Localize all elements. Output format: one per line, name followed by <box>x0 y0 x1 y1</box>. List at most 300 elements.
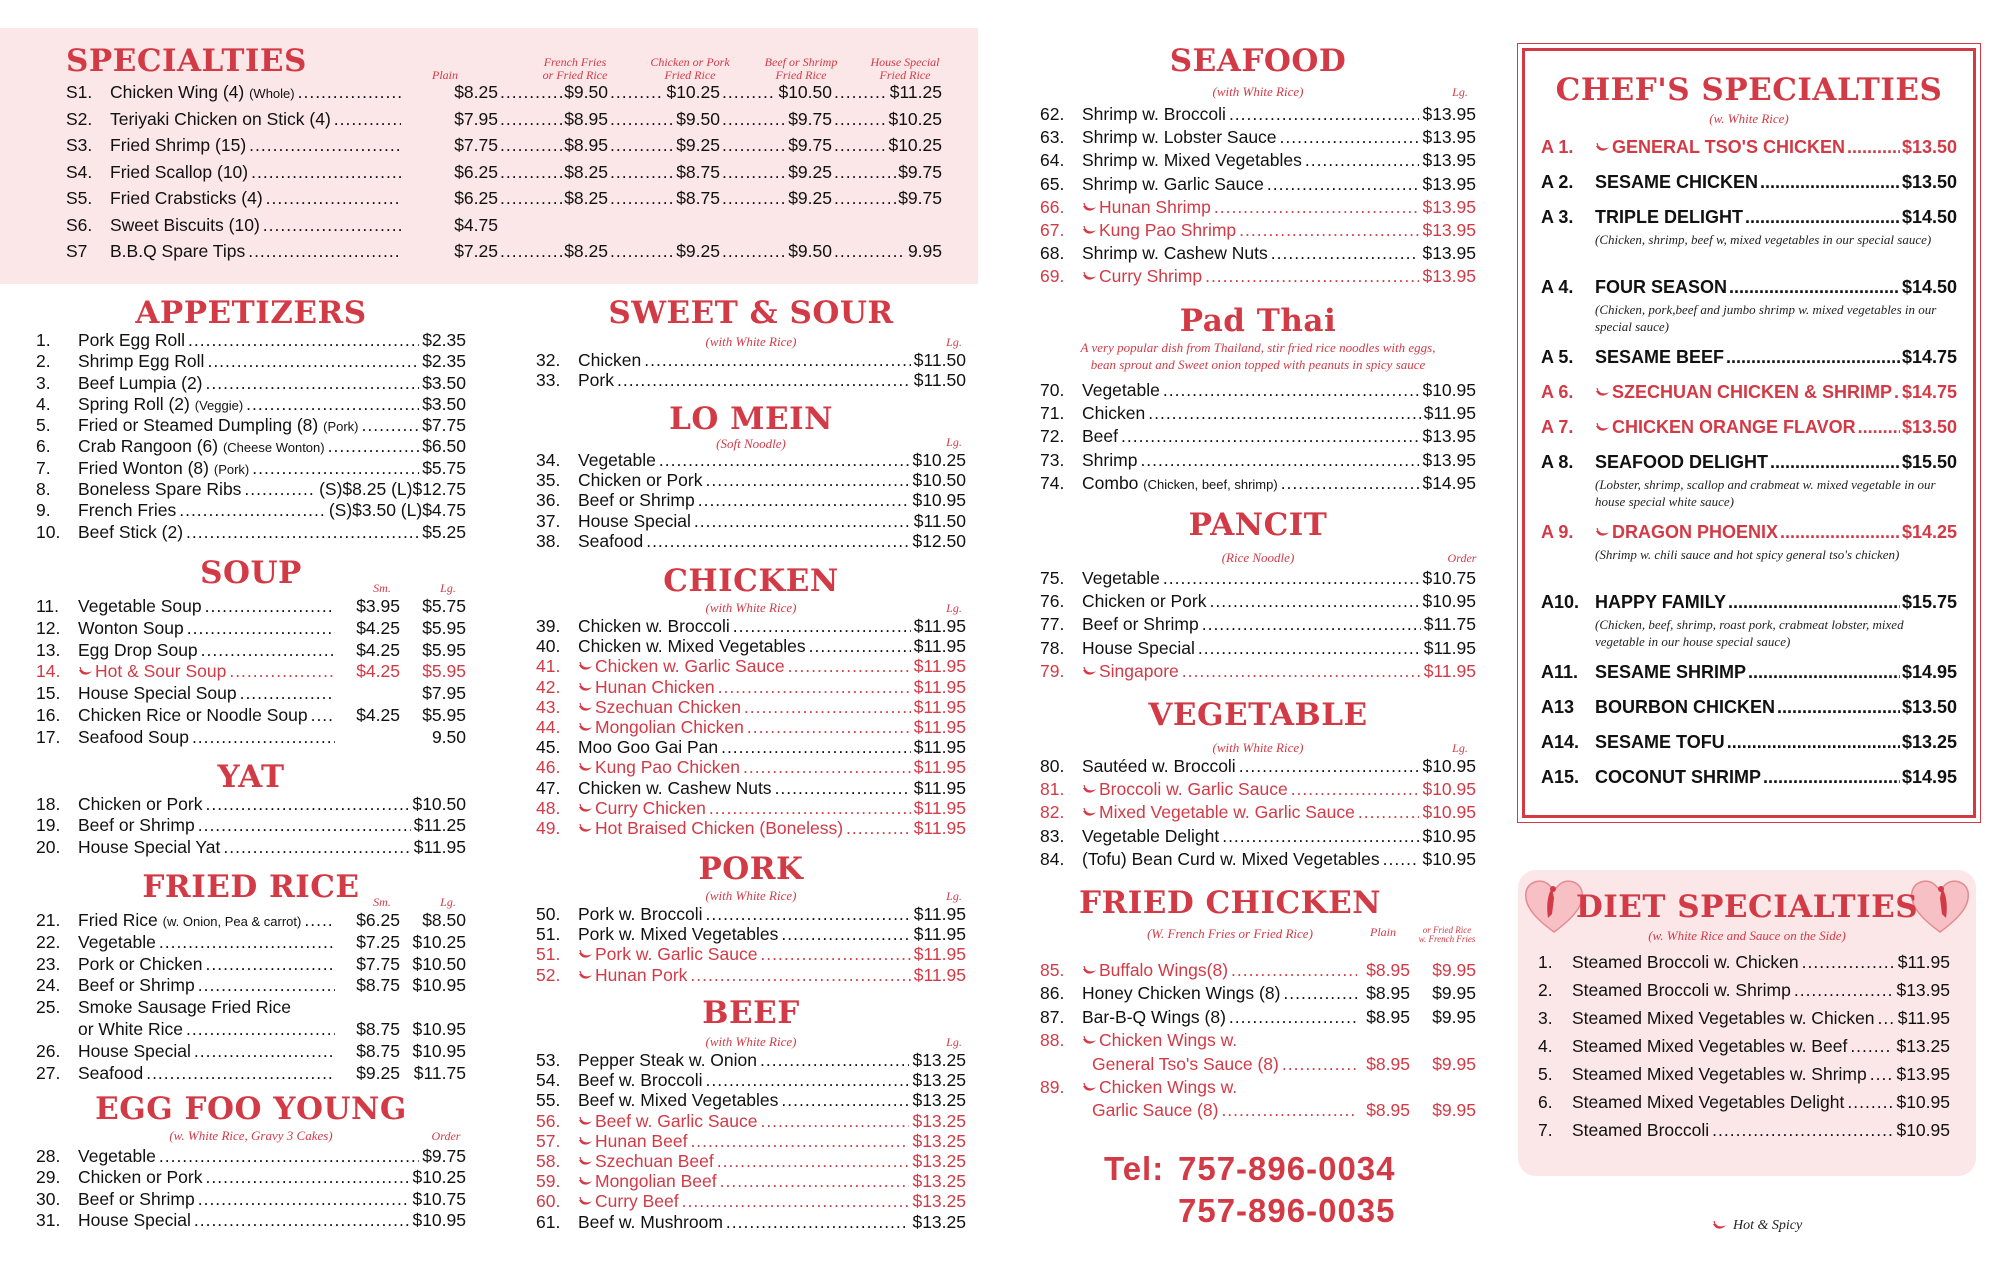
dot-leader <box>198 815 411 834</box>
item-name-text: Steamed Mixed Vegetables w. Shrimp <box>1572 1064 1867 1084</box>
seafood-subtitle: (with White Rice) <box>1212 84 1304 99</box>
dot-leader <box>788 656 911 675</box>
menu-item <box>36 1019 466 1041</box>
item-price: $13.50 <box>1901 697 1957 717</box>
menu-item <box>1040 174 1476 197</box>
diet-specialties-box <box>1518 870 1976 1176</box>
hot-spicy-icon <box>1082 272 1097 282</box>
dot-leader <box>500 82 562 101</box>
item-name <box>110 241 245 262</box>
dot-leader <box>1847 137 1900 157</box>
appetizers-list <box>36 330 466 543</box>
fried-rice-list <box>36 910 466 1084</box>
menu-item <box>536 636 966 656</box>
dot-leader <box>207 351 419 370</box>
item-price-2: $9.95 <box>1432 960 1476 980</box>
item-name-text: Chicken or Pork <box>78 794 203 814</box>
item-number: 4. <box>1538 1036 1553 1056</box>
item-number: A14. <box>1541 732 1580 752</box>
item-name-text: Steamed Mixed Vegetables w. Beef <box>1572 1036 1848 1056</box>
dot-leader <box>1210 591 1420 610</box>
item-name <box>1082 779 1288 800</box>
price-cell <box>404 241 498 262</box>
dot-leader <box>610 241 674 260</box>
item-name <box>78 522 183 543</box>
item-price: $10.75 <box>412 1188 466 1209</box>
item-number: S5. <box>66 188 93 208</box>
dot-leader <box>1760 172 1900 192</box>
item-price: $13.95 <box>1896 980 1950 1000</box>
dot-leader <box>186 1019 335 1038</box>
item-price: $2.35 <box>422 351 466 372</box>
item-name-text: Mongolian Chicken <box>595 716 744 737</box>
item-price: $11.95 <box>913 924 966 945</box>
item-name <box>578 1212 723 1233</box>
item-number: A11. <box>1541 662 1579 682</box>
dot-leader <box>720 1171 910 1190</box>
menu-item <box>36 373 466 394</box>
dot-leader <box>721 737 911 756</box>
item-name-text: Broccoli w. Garlic Sauce <box>1099 779 1288 800</box>
item-price-2: $9.95 <box>1432 1100 1476 1121</box>
item-price: $6.50 <box>422 436 466 457</box>
menu-item <box>536 490 966 510</box>
item-name <box>1082 1077 1237 1098</box>
item-number: A 3. <box>1541 207 1574 227</box>
item-number: 39. <box>536 616 561 636</box>
item-price: $6.25 <box>454 161 498 182</box>
dot-leader <box>1305 150 1420 169</box>
beef-list <box>536 1050 966 1232</box>
item-name-text: Pork w. Garlic Sauce <box>595 944 758 965</box>
item-price-2: $10.25 <box>412 931 466 952</box>
dot-leader <box>1239 756 1420 775</box>
item-number: 57. <box>536 1130 561 1151</box>
item-name-text: Curry Shrimp <box>1099 266 1203 287</box>
dot-leader <box>186 522 419 541</box>
menu-item <box>36 394 466 415</box>
menu-item <box>1040 1054 1476 1077</box>
specialties-col-plain: Plain <box>432 68 458 82</box>
item-name <box>1595 592 1726 613</box>
item-price: $11.95 <box>913 964 966 985</box>
menu-item <box>1040 638 1476 661</box>
menu-item <box>36 683 466 705</box>
item-number: A 5. <box>1541 347 1574 367</box>
menu-item <box>1040 1077 1476 1100</box>
menu-item <box>536 717 966 737</box>
item-number: 84. <box>1040 848 1065 869</box>
item-name <box>78 1019 183 1040</box>
menu-item <box>536 737 966 757</box>
chef-item <box>1541 277 1957 298</box>
item-name-text: Beef or Shrimp <box>1082 614 1199 635</box>
hot-spicy-icon <box>1712 1221 1727 1231</box>
menu-item <box>66 162 942 189</box>
menu-item <box>1040 266 1476 289</box>
item-name <box>1595 207 1743 228</box>
item-name <box>78 1063 143 1084</box>
item-name <box>78 640 198 661</box>
item-name-text: General Tso's Sauce (8) <box>1092 1053 1279 1074</box>
dot-leader <box>252 458 419 477</box>
menu-item <box>36 954 466 976</box>
item-name-text: Teriyaki Chicken on Stick (4) <box>110 108 331 129</box>
item-description: (Lobster, shrimp, scallop and crabmeat w. mixed vegetable in our house special white sauce) <box>1595 477 1936 509</box>
item-name-text: Chicken w. Broccoli <box>578 616 730 636</box>
menu-item <box>66 241 942 268</box>
item-name-text: Steamed Mixed Vegetables Delight <box>1572 1092 1845 1112</box>
item-price: $10.25 <box>412 1167 466 1188</box>
item-name-text: Shrimp w. Mixed Vegetables <box>1082 150 1302 171</box>
item-name-text: Chicken w. Garlic Sauce <box>595 656 785 677</box>
item-name <box>1595 417 1856 438</box>
item-name <box>78 351 204 372</box>
item-number: 6. <box>1538 1092 1553 1112</box>
menu-item <box>536 757 966 777</box>
item-price: $9.75 <box>422 1146 466 1166</box>
dot-leader <box>1847 1092 1893 1111</box>
item-name <box>578 511 691 532</box>
item-name-text: Moo Goo Gai Pan <box>578 737 719 758</box>
item-name <box>578 778 772 799</box>
dot-leader <box>722 188 786 207</box>
item-number: 80. <box>1040 756 1065 776</box>
item-number: 72. <box>1040 426 1065 447</box>
item-name-text: Hot Braised Chicken (Boneless) <box>595 817 844 838</box>
item-name <box>1082 756 1236 777</box>
price-cell <box>832 135 942 156</box>
soup-col-lg: Lg. <box>440 581 456 595</box>
item-name <box>1595 452 1768 473</box>
item-price: $10.25 <box>888 108 942 129</box>
dot-leader <box>610 82 664 101</box>
item-price: $10.95 <box>1896 1092 1950 1112</box>
dot-leader <box>722 109 786 128</box>
item-number: 5. <box>1538 1064 1553 1084</box>
dot-leader <box>610 135 674 154</box>
item-price: 9.95 <box>907 241 942 261</box>
lo-mein-col-lg: Lg. <box>946 435 962 449</box>
dot-leader <box>682 1191 910 1210</box>
lo-mein-list <box>536 450 966 551</box>
menu-item <box>36 330 466 351</box>
item-price: $13.25 <box>912 1211 966 1232</box>
hot-spicy-icon <box>1082 808 1097 818</box>
dot-leader <box>1358 802 1420 821</box>
item-number: A 2. <box>1541 172 1574 192</box>
dot-leader <box>1794 980 1894 999</box>
item-number: 22. <box>36 931 61 952</box>
item-name-text: Crab Rangoon (6) <box>78 436 219 457</box>
price-cell <box>720 82 832 103</box>
item-name-text: Mongolian Beef <box>595 1171 717 1192</box>
item-price: $13.25 <box>912 1070 966 1091</box>
item-number: 35. <box>536 470 561 491</box>
item-number: S6. <box>66 214 93 235</box>
menu-item <box>1040 150 1476 173</box>
fried-chicken-list <box>1040 960 1476 1124</box>
item-price-1: $6.25 <box>356 910 400 930</box>
item-name <box>1082 220 1236 241</box>
price-cell <box>832 188 942 209</box>
hot-spicy-icon <box>1082 667 1097 677</box>
item-price-2: $7.95 <box>422 683 466 704</box>
item-name <box>578 636 806 657</box>
item-price-1: $3.95 <box>356 596 400 616</box>
item-price-2: $10.50 <box>412 953 466 974</box>
item-price: $13.25 <box>912 1150 966 1171</box>
item-price-2: $5.95 <box>422 617 466 638</box>
item-price-2: $8.50 <box>422 910 466 930</box>
item-name-text: Pork w. Broccoli <box>578 904 703 924</box>
item-price: $8.25 <box>564 241 608 261</box>
menu-item <box>36 479 466 500</box>
menu-item <box>536 1171 966 1191</box>
chef-item <box>1541 172 1957 193</box>
dot-leader <box>834 241 906 260</box>
menu-item <box>536 531 966 551</box>
item-number: 65. <box>1040 173 1065 194</box>
item-name-text: SESAME CHICKEN <box>1595 172 1759 192</box>
item-note: (Cheese Wonton) <box>222 440 325 456</box>
item-name-text: Kung Pao Shrimp <box>1099 219 1237 240</box>
item-price: $13.50 <box>1901 172 1957 192</box>
menu-item <box>36 705 466 727</box>
menu-item <box>36 815 466 836</box>
seafood-title: SEAFOOD <box>1169 43 1347 79</box>
phone-2[interactable]: 757-896-0035 <box>1178 1192 1396 1229</box>
item-price: $11.50 <box>913 370 966 391</box>
dot-leader <box>1214 197 1420 216</box>
item-name-text: or White Rice <box>78 1018 184 1039</box>
item-name-text: Steamed Broccoli w. Shrimp <box>1572 980 1791 1000</box>
item-name <box>78 794 203 815</box>
item-price: $9.25 <box>676 135 720 155</box>
item-name <box>578 1070 703 1091</box>
item-number: 60. <box>536 1191 561 1212</box>
item-price: $13.25 <box>1901 732 1957 752</box>
menu-item <box>1040 826 1476 849</box>
item-name <box>1572 980 1791 1001</box>
phone-1[interactable]: 757-896-0034 <box>1178 1150 1396 1187</box>
item-name-text: Beef w. Mushroom <box>578 1211 723 1232</box>
dot-leader <box>1777 697 1900 717</box>
item-number: 42. <box>536 676 561 697</box>
item-name-text: Sweet Biscuits (10) <box>110 214 260 235</box>
sweet-sour-list <box>536 350 966 390</box>
item-name-text: Pepper Steak w. Onion <box>578 1050 757 1070</box>
item-price: $3.50 <box>422 372 466 393</box>
item-price: $11.50 <box>913 510 966 531</box>
item-name <box>78 705 308 726</box>
dot-leader <box>251 162 401 181</box>
item-name-text: Shrimp w. Lobster Sauce <box>1082 127 1277 148</box>
item-price: $7.95 <box>454 108 498 129</box>
item-name <box>1082 614 1199 635</box>
item-number: 66. <box>1040 196 1065 217</box>
price-cell <box>608 162 720 183</box>
item-price: $14.75 <box>1901 347 1957 367</box>
dot-leader <box>610 162 674 181</box>
dot-leader <box>834 82 888 101</box>
appetizers-title: APPETIZERS <box>135 295 367 331</box>
dot-leader <box>1281 473 1420 492</box>
chef-item <box>1541 697 1957 718</box>
item-number: 32. <box>536 350 561 370</box>
item-name <box>78 1146 156 1167</box>
menu-item <box>36 837 466 858</box>
item-number: A 4. <box>1541 277 1574 297</box>
item-name-text: Shrimp w. Broccoli <box>1082 104 1226 124</box>
item-name-text: House Special <box>578 510 691 531</box>
item-price: $8.95 <box>564 108 608 129</box>
tel-label: Tel: <box>1104 1150 1165 1187</box>
item-note: (Whole) <box>249 86 295 101</box>
item-price-1: $4.25 <box>356 661 400 682</box>
item-price-1: $8.95 <box>1366 983 1410 1004</box>
dot-leader <box>194 1210 410 1229</box>
item-name-text: Chicken Rice or Noodle Soup <box>78 704 308 725</box>
item-price: $10.95 <box>1896 1120 1950 1140</box>
item-name <box>1595 732 1725 753</box>
item-name <box>78 932 156 953</box>
item-number: 20. <box>36 836 61 857</box>
item-number: 78. <box>1040 637 1065 658</box>
dot-leader <box>201 640 335 659</box>
specialties-col-beefshrimp: Beef or Shrimp Fried Rice <box>764 55 838 82</box>
item-name <box>1082 983 1280 1004</box>
dot-leader <box>249 135 401 154</box>
item-number: 5. <box>36 415 51 436</box>
menu-item <box>1538 1092 1950 1120</box>
item-name <box>78 415 359 436</box>
menu-item <box>1040 104 1476 127</box>
item-name-text: Chicken or Pork <box>78 1167 203 1188</box>
item-name-text: Fried Wonton (8) <box>78 457 209 478</box>
hot-spicy-icon <box>578 804 593 814</box>
item-number: 6. <box>36 436 51 457</box>
item-price: $15.50 <box>1901 452 1957 472</box>
item-price: $13.95 <box>1896 1064 1950 1084</box>
item-name <box>578 924 778 945</box>
item-price: $10.50 <box>412 794 466 814</box>
item-name <box>1082 568 1160 589</box>
menu-item <box>1040 1100 1476 1123</box>
item-name <box>110 82 295 103</box>
item-name <box>578 944 757 965</box>
vegetable-title: VEGETABLE <box>1148 697 1368 733</box>
dot-leader <box>743 757 911 776</box>
price-cell <box>498 82 608 103</box>
item-number: 1. <box>36 330 51 350</box>
specialties-col-housespecial: House Special Fried Rice <box>870 55 940 82</box>
item-description: (Chicken, beef, shrimp, roast pork, crabmeat lobster, mixed vegetable in our house special sauce) <box>1595 617 1904 649</box>
item-number: 8. <box>36 479 51 500</box>
menu-item <box>1040 450 1476 473</box>
chef-item <box>1541 522 1957 543</box>
fried-rice-col-lg: Lg. <box>440 895 456 909</box>
item-name-text: HAPPY FAMILY <box>1595 592 1727 612</box>
item-number: 51. <box>536 924 561 945</box>
hot-spicy-icon <box>578 1137 593 1147</box>
item-number: 59. <box>536 1171 561 1192</box>
dot-leader <box>1726 347 1900 367</box>
item-price: $11.95 <box>1897 952 1950 972</box>
item-name <box>1082 473 1278 494</box>
menu-item <box>1040 568 1476 591</box>
price-cell <box>404 109 498 130</box>
dot-leader <box>760 1050 909 1069</box>
item-note: (w. Onion, Pea & carrot) <box>162 914 302 929</box>
item-price: $11.95 <box>913 696 966 717</box>
item-price: $10.95 <box>1422 825 1476 846</box>
item-name-text: Curry Chicken <box>595 797 706 818</box>
menu-item <box>36 1167 466 1188</box>
item-price: $14.75 <box>1901 382 1957 402</box>
menu-item <box>36 458 466 479</box>
item-price: $11.95 <box>913 636 966 657</box>
hot-spicy-icon <box>1595 143 1610 153</box>
item-name-text: Curry Beef <box>595 1191 679 1212</box>
item-price: $9.75 <box>898 188 942 208</box>
item-price: $11.25 <box>413 815 466 836</box>
item-number: 17. <box>36 726 61 747</box>
item-name <box>578 757 740 778</box>
item-name-text: House Special <box>78 1040 191 1061</box>
item-price: $13.95 <box>1422 150 1476 171</box>
item-name <box>1082 450 1137 471</box>
item-price: $11.95 <box>913 757 966 778</box>
menu-item <box>1040 197 1476 220</box>
item-number: 50. <box>536 904 561 924</box>
item-price: $10.25 <box>666 82 720 102</box>
item-price: (S)$3.50 (L)$4.75 <box>328 500 466 521</box>
item-name <box>1595 767 1761 788</box>
diet-subtitle: (w. White Rice and Sauce on the Side) <box>1648 928 1846 943</box>
item-number: 29. <box>36 1167 61 1188</box>
pork-title: PORK <box>698 851 804 887</box>
item-number: 51. <box>536 944 561 965</box>
item-name <box>78 910 301 931</box>
item-price: $10.95 <box>1422 591 1476 612</box>
hot-spicy-icon <box>1082 1083 1097 1093</box>
price-cell <box>498 188 608 209</box>
dot-leader <box>188 330 419 349</box>
menu-item <box>36 1063 466 1085</box>
item-name <box>578 616 730 637</box>
dot-leader <box>1780 522 1900 542</box>
item-name-text: Seafood <box>78 1062 144 1083</box>
item-name <box>1082 266 1202 287</box>
fried-chicken-col-fr: or Fried Rice w. French Fries <box>1418 925 1476 945</box>
item-name-text: Sautéed w. Broccoli <box>1082 756 1236 776</box>
menu-item <box>536 1090 966 1110</box>
item-number: 75. <box>1040 568 1065 588</box>
dot-leader <box>246 394 419 413</box>
menu-item <box>66 188 942 215</box>
item-price: $13.50 <box>1901 137 1957 157</box>
item-name-text: TRIPLE DELIGHT <box>1595 207 1743 227</box>
menu-item <box>1538 1008 1950 1036</box>
menu-item <box>36 415 466 436</box>
hot-spicy-icon <box>1595 388 1610 398</box>
price-cell <box>498 109 608 130</box>
item-name <box>578 904 702 925</box>
soup-title: SOUP <box>200 555 302 591</box>
item-price: $11.95 <box>913 716 966 737</box>
item-price: $13.25 <box>912 1090 966 1111</box>
